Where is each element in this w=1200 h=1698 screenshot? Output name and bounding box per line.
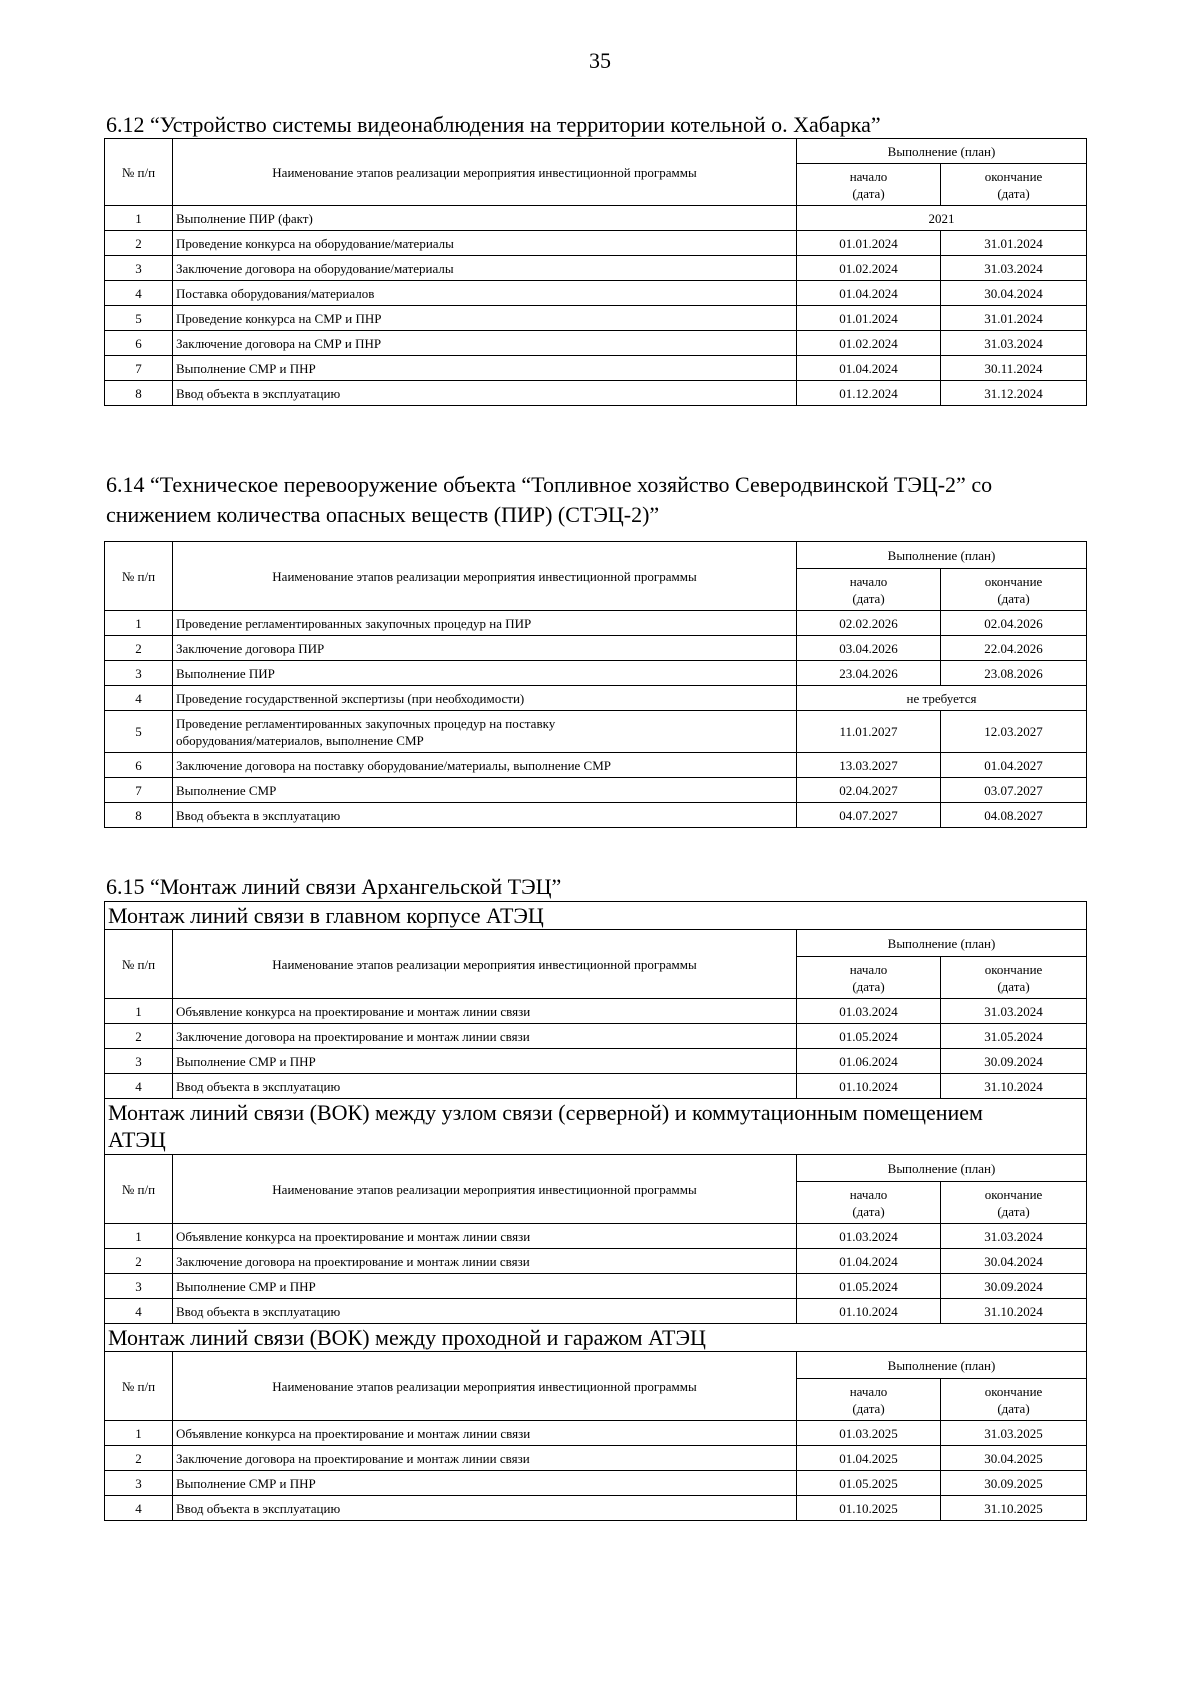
table-row: 1 Объявление конкурса на проектирование и монтаж линии связи 01.03.2024 31.03.2024 xyxy=(105,999,1087,1024)
table-row: 6 Заключение договора на поставку оборудование/материалы, выполнение СМР 13.03.2027 01.04.2027 xyxy=(105,753,1087,778)
header-stage: Наименование этапов реализации мероприятия инвестиционной программы xyxy=(173,542,797,611)
header-stage: Наименование этапов реализации мероприятия инвестиционной программы xyxy=(173,930,797,999)
header-num: № п/п xyxy=(105,1352,173,1421)
header-num: № п/п xyxy=(105,139,173,206)
header-num: № п/п xyxy=(105,930,173,999)
part-2-subtitle: Монтаж линий связи (ВОК) между узлом связи (серверной) и коммутационным помещением АТЭЦ xyxy=(105,1099,1087,1155)
header-end: окончание (дата) xyxy=(941,957,1087,999)
table-row: 8 Ввод объекта в эксплуатацию 04.07.2027 04.08.2027 xyxy=(105,803,1087,828)
table-row: 4 Поставка оборудования/материалов 01.04.2024 30.04.2024 xyxy=(105,281,1087,306)
table-row: 6 Заключение договора на СМР и ПНР 01.02.2024 31.03.2024 xyxy=(105,331,1087,356)
table-row: 7 Выполнение СМР и ПНР 01.04.2024 30.11.2024 xyxy=(105,356,1087,381)
table-row: 4 Ввод объекта в эксплуатацию 01.10.2024 31.10.2024 xyxy=(105,1299,1087,1324)
section-615-title: 6.15 “Монтаж линий связи Архангельской ТЭЦ” xyxy=(106,874,562,899)
header-execution: Выполнение (план) xyxy=(797,1352,1087,1379)
header-execution: Выполнение (план) xyxy=(797,1155,1087,1182)
table-row: 2 Заключение договора на проектирование и монтаж линии связи 01.04.2025 30.04.2025 xyxy=(105,1446,1087,1471)
table-row: 4 Ввод объекта в эксплуатацию 01.10.2024 31.10.2024 xyxy=(105,1074,1087,1099)
header-num: № п/п xyxy=(105,542,173,611)
header-start: начало (дата) xyxy=(797,164,941,206)
part-1-subtitle: Монтаж линий связи в главном корпусе АТЭЦ xyxy=(105,902,1087,930)
header-start: начало (дата) xyxy=(797,1182,941,1224)
table-row: 1 Выполнение ПИР (факт) 2021 xyxy=(105,206,1087,231)
header-end: окончание (дата) xyxy=(941,1182,1087,1224)
header-stage: Наименование этапов реализации мероприятия инвестиционной программы xyxy=(173,1352,797,1421)
table-row: 2 Заключение договора на проектирование и монтаж линии связи 01.05.2024 31.05.2024 xyxy=(105,1024,1087,1049)
table-row: 2 Проведение конкурса на оборудование/материалы 01.01.2024 31.01.2024 xyxy=(105,231,1087,256)
header-execution: Выполнение (план) xyxy=(797,930,1087,957)
table-row: 3 Заключение договора на оборудование/материалы 01.02.2024 31.03.2024 xyxy=(105,256,1087,281)
section-612-table xyxy=(104,138,1087,406)
header-execution: Выполнение (план) xyxy=(797,139,1087,164)
table-row: 4 Проведение государственной экспертизы (при необходимости) не требуется xyxy=(105,686,1087,711)
table-row: 5 Проведение регламентированных закупочных процедур на поставку оборудования/материалов, выполнение СМР 11.01.2027 12.03.2027 xyxy=(105,711,1087,753)
merged-cell: не требуется xyxy=(797,686,1087,711)
header-start: начало (дата) xyxy=(797,957,941,999)
section-614-table xyxy=(104,541,1087,828)
header-start: начало (дата) xyxy=(797,1379,941,1421)
section-614-title: 6.14 “Техническое перевооружение объекта “Топливное хозяйство Северодвинской ТЭЦ-2” со снижением количества опасных веществ (ПИР) (СТЭЦ-2)” xyxy=(106,472,993,527)
table-row: 5 Проведение конкурса на СМР и ПНР 01.01.2024 31.01.2024 xyxy=(105,306,1087,331)
table-row: 2 Заключение договора ПИР 03.04.2026 22.04.2026 xyxy=(105,636,1087,661)
header-execution: Выполнение (план) xyxy=(797,542,1087,569)
table-row: 2 Заключение договора на проектирование и монтаж линии связи 01.04.2024 30.04.2024 xyxy=(105,1249,1087,1274)
header-num: № п/п xyxy=(105,1155,173,1224)
header-end: окончание (дата) xyxy=(941,569,1087,611)
section-615-table xyxy=(104,901,1087,1521)
table-row: 3 Выполнение СМР и ПНР 01.05.2025 30.09.2025 xyxy=(105,1471,1087,1496)
table-row: 7 Выполнение СМР 02.04.2027 03.07.2027 xyxy=(105,778,1087,803)
page-number: 35 xyxy=(589,48,611,73)
header-stage: Наименование этапов реализации мероприятия инвестиционной программы xyxy=(173,139,797,206)
table-row: 3 Выполнение СМР и ПНР 01.06.2024 30.09.2024 xyxy=(105,1049,1087,1074)
table-row: 3 Выполнение СМР и ПНР 01.05.2024 30.09.2024 xyxy=(105,1274,1087,1299)
table-row: 1 Объявление конкурса на проектирование и монтаж линии связи 01.03.2024 31.03.2024 xyxy=(105,1224,1087,1249)
header-stage: Наименование этапов реализации мероприятия инвестиционной программы xyxy=(173,1155,797,1224)
table-row: 1 Объявление конкурса на проектирование и монтаж линии связи 01.03.2025 31.03.2025 xyxy=(105,1421,1087,1446)
header-end: окончание (дата) xyxy=(941,1379,1087,1421)
header-start: начало (дата) xyxy=(797,569,941,611)
table-row: 1 Проведение регламентированных закупочных процедур на ПИР 02.02.2026 02.04.2026 xyxy=(105,611,1087,636)
part-3-subtitle: Монтаж линий связи (ВОК) между проходной и гаражом АТЭЦ xyxy=(105,1324,1087,1352)
merged-cell: 2021 xyxy=(797,206,1087,231)
table-row: 8 Ввод объекта в эксплуатацию 01.12.2024 31.12.2024 xyxy=(105,381,1087,406)
section-612-title: 6.12 “Устройство системы видеонаблюдения на территории котельной о. Хабарка” xyxy=(106,112,881,137)
table-row: 3 Выполнение ПИР 23.04.2026 23.08.2026 xyxy=(105,661,1087,686)
table-row: 4 Ввод объекта в эксплуатацию 01.10.2025 31.10.2025 xyxy=(105,1496,1087,1521)
header-end: окончание (дата) xyxy=(941,164,1087,206)
